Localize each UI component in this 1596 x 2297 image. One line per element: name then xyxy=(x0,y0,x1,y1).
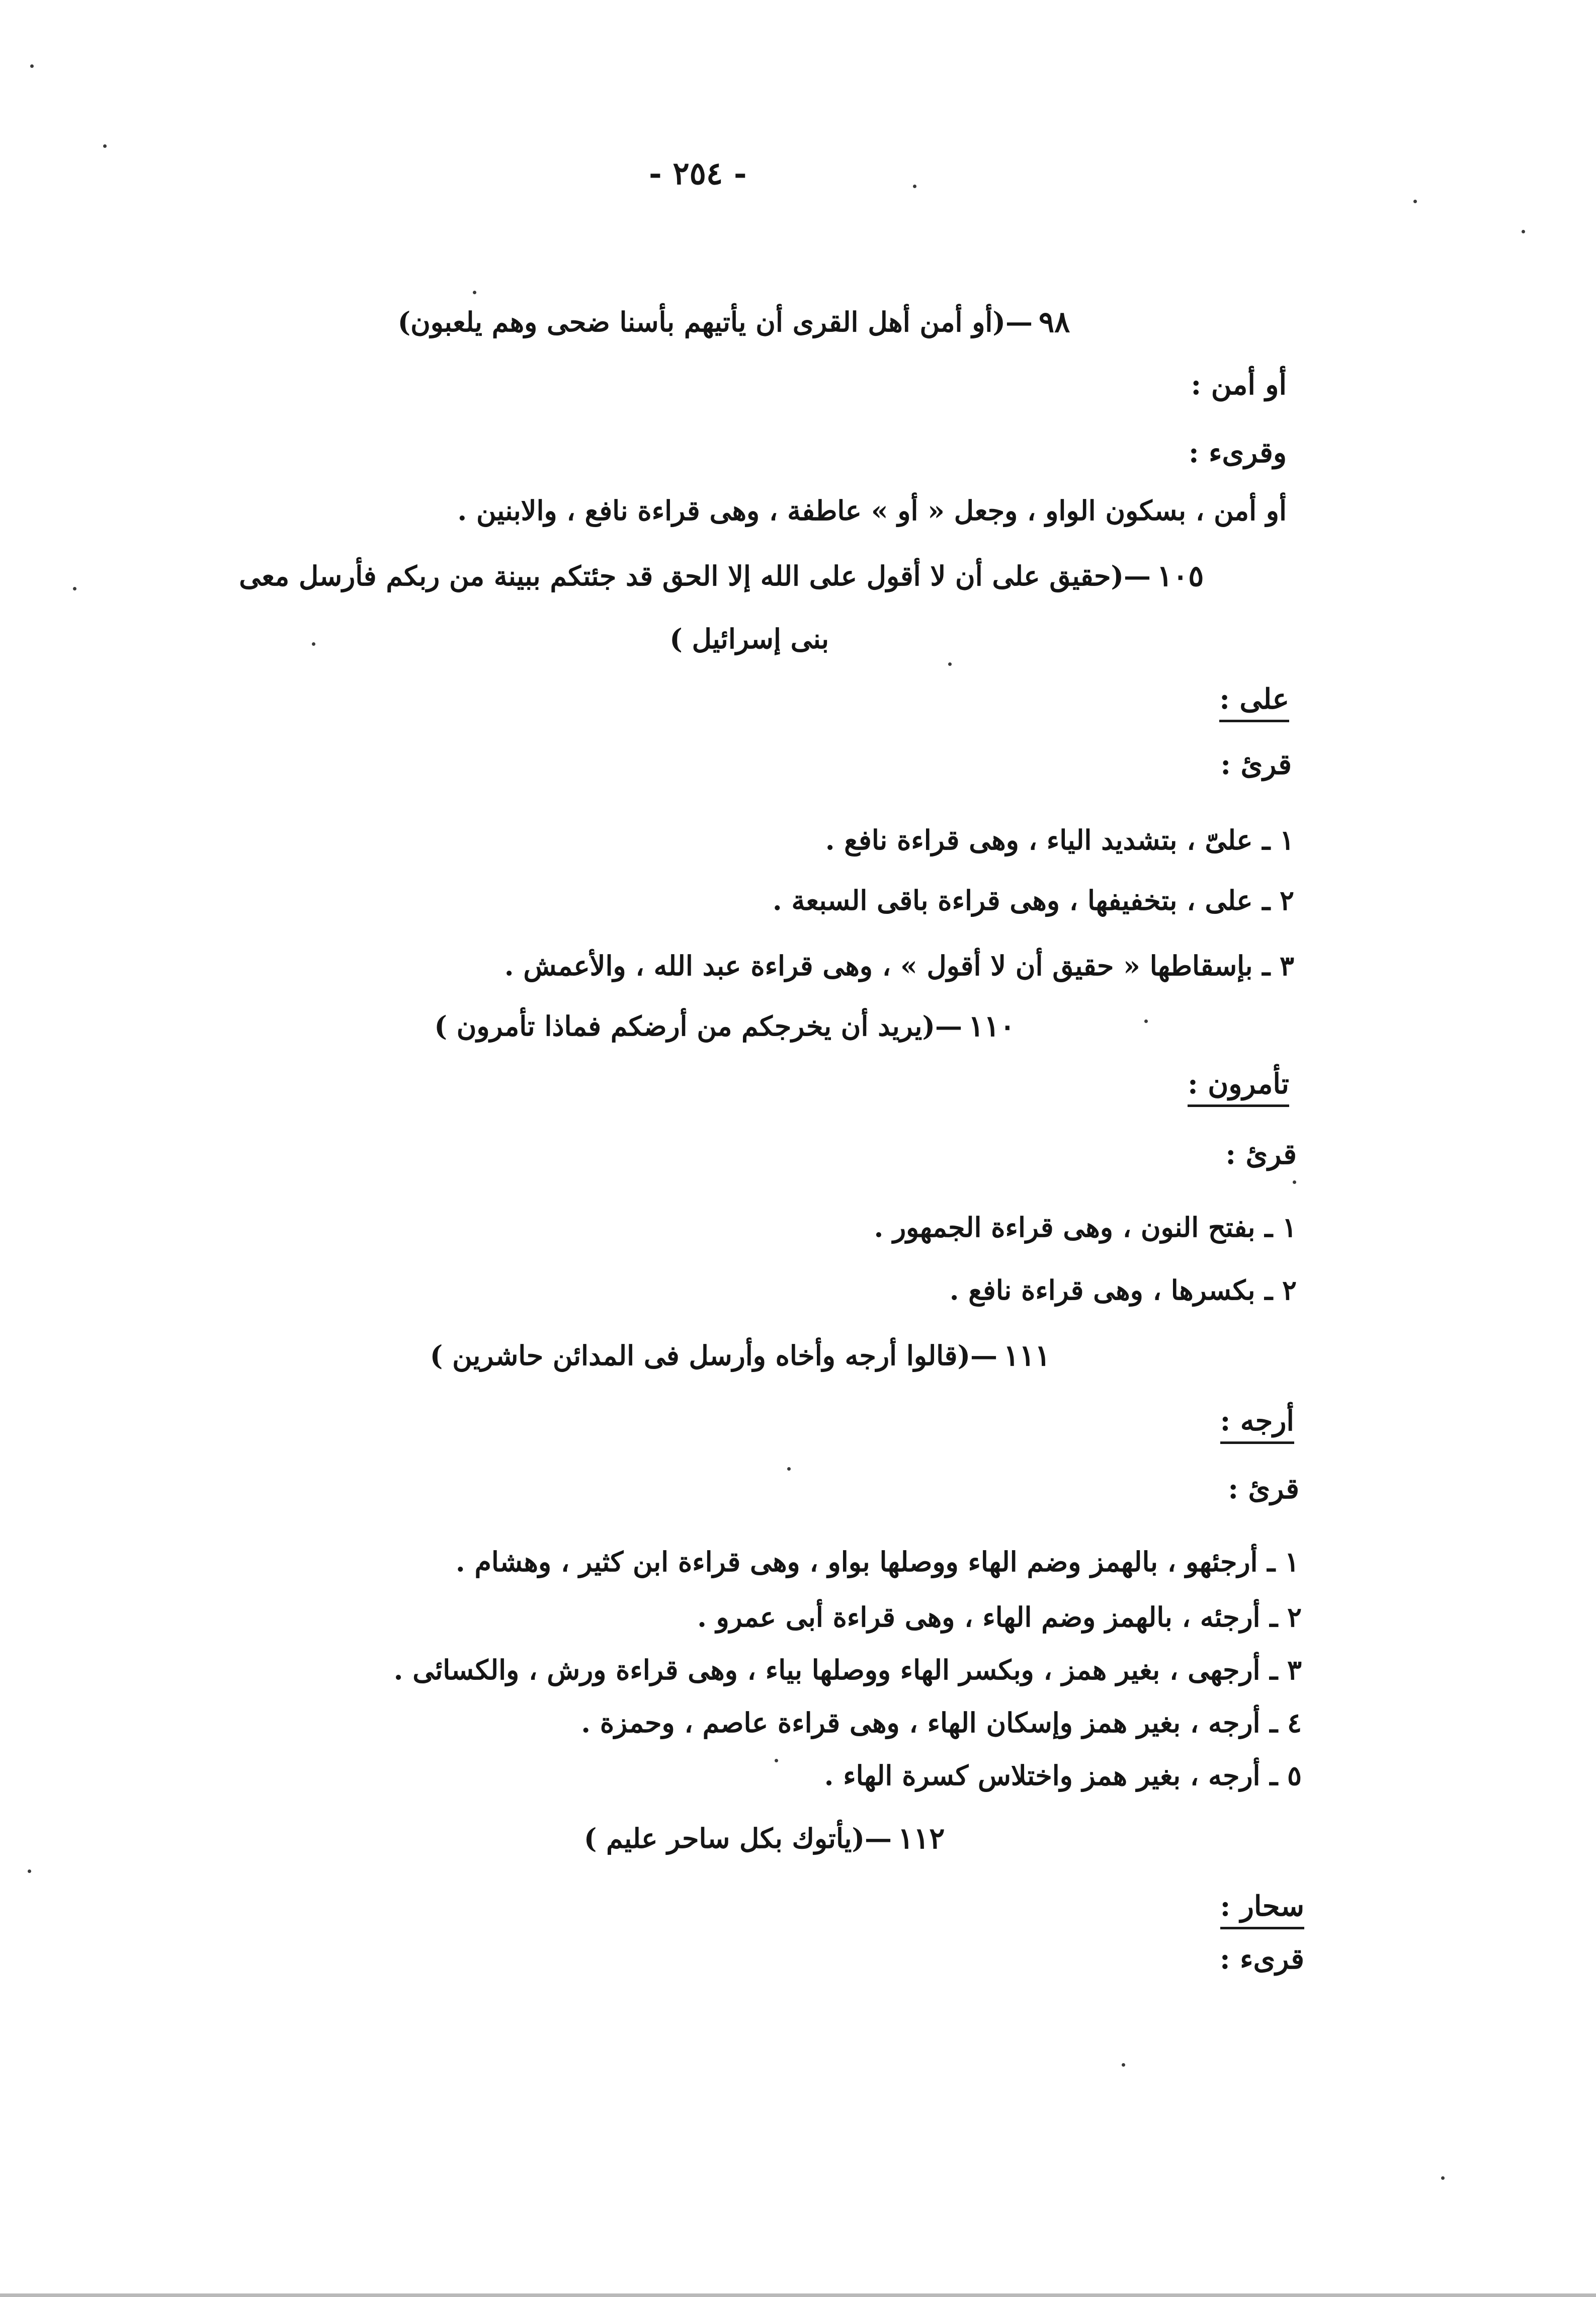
scan-speck xyxy=(775,1759,778,1762)
reading-line: ٢ ـ بكسرها ، وهى قراءة نافع . xyxy=(949,1274,1297,1306)
scan-speck xyxy=(1144,1019,1148,1023)
page-number: - ٢٥٤ - xyxy=(649,155,747,192)
scan-speck xyxy=(473,291,476,294)
reading-line: ١ ـ علىّ ، بتشديد الياء ، وهى قراءة نافع . xyxy=(825,824,1294,856)
verse-text: —(يأتوك بكل ساحر عليم ) xyxy=(583,1822,892,1854)
verse-text: —(حقيق على أن لا أقول على الله إلا الحق قد جئتكم ببينة من ربكم فأرسل معى xyxy=(239,560,1151,592)
word-heading xyxy=(1188,1064,1289,1104)
verse-number: ٩٨ xyxy=(1039,305,1070,339)
scan-speck xyxy=(1122,2063,1125,2067)
reading-line: ٣ ـ بإسقاطها « حقيق أن لا أقول » ، وهى قراءة عبد الله ، والأعمش . xyxy=(504,950,1294,982)
scan-speck xyxy=(1522,230,1525,233)
reading-line: ٤ ـ أرجه ، بغير همز وإسكان الهاء ، وهى قراءة عاصم ، وحمزة . xyxy=(581,1707,1302,1739)
verse-text: —(قالوا أرجه وأخاه وأرسل فى المدائن حاشرين ) xyxy=(430,1339,997,1372)
word-heading xyxy=(1219,679,1289,719)
verse-number: ١١١ xyxy=(1003,1338,1051,1373)
verse-number: ١٠٥ xyxy=(1157,559,1204,593)
scan-speck xyxy=(787,1467,791,1471)
qurie-label: قرئ : xyxy=(1228,1472,1299,1505)
scan-speck xyxy=(73,587,76,590)
verse-number: ١١٠ xyxy=(968,1009,1016,1043)
scan-speck xyxy=(913,185,916,188)
scan-speck xyxy=(103,144,107,148)
qurie-label: قرىء : xyxy=(1220,1942,1304,1976)
qurie-label: وقرىء : xyxy=(1188,436,1287,469)
reading-line: ٢ ـ على ، بتخفيفها ، وهى قراءة باقى السبعة . xyxy=(772,884,1294,916)
word-heading xyxy=(1220,1401,1294,1441)
reading-line: أو أمن ، بسكون الواو ، وجعل « أو » عاطفة ، وهى قراءة نافع ، والابنين . xyxy=(457,494,1287,527)
verse-text: —(يريد أن يخرجكم من أرضكم فماذا تأمرون ) xyxy=(434,1010,962,1042)
scan-speck xyxy=(1441,2176,1445,2180)
word-heading xyxy=(1220,1886,1304,1926)
verse-text: —(أو أمن أهل القرى أن يأتيهم بأسنا ضحى وهم يلعبون) xyxy=(397,306,1033,338)
scan-speck xyxy=(948,662,952,666)
qurie-label: قرئ : xyxy=(1225,1138,1297,1171)
word-heading-text: على : xyxy=(1219,683,1289,722)
qurie-label: قرئ : xyxy=(1220,748,1292,781)
reading-line: ٣ ـ أرجهى ، بغير همز ، وبكسر الهاء ووصلها بياء ، وهى قراءة ورش ، والكسائى . xyxy=(393,1654,1302,1686)
reading-line: ١ ـ بفتح النون ، وهى قراءة الجمهور . xyxy=(874,1211,1297,1243)
scan-speck xyxy=(30,64,34,68)
scan-speck xyxy=(1293,1180,1296,1184)
word-heading-text: تأمرون : xyxy=(1188,1067,1289,1107)
reading-line: ٥ ـ أرجه ، بغير همز واختلاس كسرة الهاء . xyxy=(824,1759,1302,1792)
word-heading-text: سحار : xyxy=(1220,1890,1304,1929)
bottom-border xyxy=(0,2293,1596,2297)
verse-text-continued: بنى إسرائيل ) xyxy=(669,623,829,655)
word-heading-text: أرجه : xyxy=(1220,1404,1294,1444)
reading-line: ٢ ـ أرجئه ، بالهمز وضم الهاء ، وهى قراءة أبى عمرو . xyxy=(697,1601,1302,1633)
reading-line: ١ ـ أرجئهو ، بالهمز وضم الهاء ووصلها بواو ، وهى قراءة ابن كثير ، وهشام . xyxy=(455,1546,1299,1578)
scan-speck xyxy=(1413,200,1417,203)
scan-speck xyxy=(28,1869,31,1873)
verse-number: ١١٢ xyxy=(898,1821,945,1855)
word-heading: أو أمن : xyxy=(1191,368,1287,401)
scan-speck xyxy=(312,642,315,646)
